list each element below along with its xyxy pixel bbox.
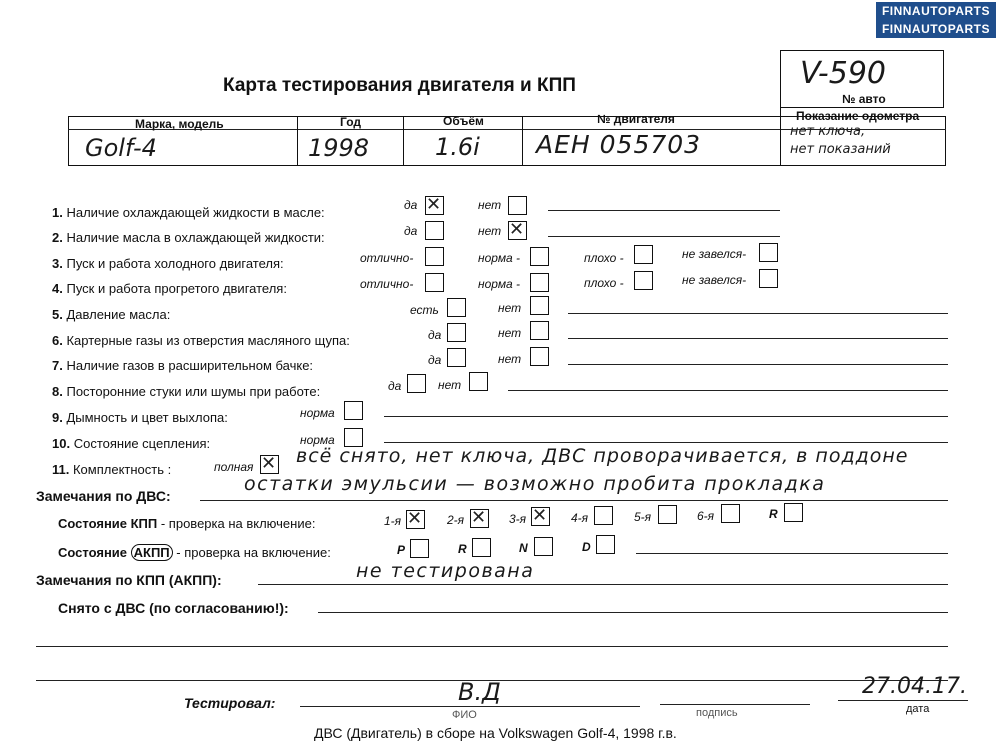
gear-label: 3-я xyxy=(509,512,527,526)
notes-line xyxy=(384,416,948,417)
mode-label: R xyxy=(458,542,467,556)
no-checkbox[interactable] xyxy=(508,196,527,215)
volume-label: Объём xyxy=(443,114,484,128)
fio-caption: ФИО xyxy=(452,709,477,721)
brand-label: Марка, модель xyxy=(135,117,224,131)
question-row: 10. Состояние сцепления: xyxy=(52,436,211,451)
option-label: нет xyxy=(478,198,502,212)
yes-checkbox[interactable] xyxy=(407,374,426,393)
yes-checkbox[interactable] xyxy=(447,348,466,367)
gear-checkbox[interactable] xyxy=(721,504,740,523)
auto-number-label: № авто xyxy=(842,92,886,106)
mode-checkbox[interactable] xyxy=(596,535,615,554)
question-row: 7. Наличие газов в расширительном бачке: xyxy=(52,358,314,373)
odometer-label: Показание одометра xyxy=(796,109,920,123)
question-row: 9. Дымность и цвет выхлопа: xyxy=(52,410,228,425)
volume-value: 1.6i xyxy=(435,133,480,161)
option-label: отлично- xyxy=(360,251,414,265)
col-divider xyxy=(403,116,404,166)
notes-line xyxy=(568,313,948,314)
watermark-logo: FINNAUTOPARTS xyxy=(876,2,996,20)
option-label: норма xyxy=(300,406,335,420)
gear-checkbox[interactable]: ✕ xyxy=(470,509,489,528)
option-label: плохо - xyxy=(584,251,624,265)
col-divider xyxy=(297,116,298,166)
question-row: 8. Посторонние стуки или шумы при работе: xyxy=(52,384,321,399)
engine-remarks-label: Замечания по ДВС: xyxy=(36,488,171,504)
gearbox-remarks-value: не тестирована xyxy=(356,560,535,582)
gearbox-remarks-label: Замечания по КПП (АКПП): xyxy=(36,572,222,588)
norm-checkbox[interactable] xyxy=(530,273,549,292)
notes-line xyxy=(384,442,948,443)
no-checkbox[interactable]: ✕ xyxy=(508,221,527,240)
question-row: 6. Картерные газы из отверстия масляного щупа: xyxy=(52,333,350,348)
no-checkbox[interactable] xyxy=(530,296,549,315)
notes-line xyxy=(200,500,948,501)
no-checkbox[interactable] xyxy=(469,372,488,391)
question-row: 1. Наличие охлаждающей жидкости в масле: xyxy=(52,205,325,220)
gear-checkbox[interactable] xyxy=(658,505,677,524)
notes-line xyxy=(568,364,948,365)
option-label: норма xyxy=(300,433,335,447)
option-label: отлично- xyxy=(360,277,414,291)
no-checkbox[interactable] xyxy=(530,347,549,366)
gear-label: 4-я xyxy=(571,511,589,525)
option-label: нет xyxy=(438,378,462,392)
question-row: 4. Пуск и работа прогретого двигателя: xyxy=(52,281,287,296)
col-divider xyxy=(522,116,523,166)
watermark-logo: FINNAUTOPARTS xyxy=(876,20,996,38)
notes-line xyxy=(636,553,948,554)
year-label: Год xyxy=(340,115,361,129)
present-checkbox[interactable] xyxy=(447,298,466,317)
notes-line xyxy=(568,338,948,339)
option-label: да xyxy=(404,198,418,212)
gear-checkbox[interactable] xyxy=(784,503,803,522)
option-label: нет xyxy=(498,301,522,315)
engine-number-label: № двигателя xyxy=(597,112,675,126)
mode-label: P xyxy=(397,543,406,557)
odometer-value: нет ключа, xyxy=(790,124,866,139)
no-checkbox[interactable] xyxy=(530,321,549,340)
yes-checkbox[interactable] xyxy=(447,323,466,342)
completeness-note: всё снято, нет ключа, ДВС проворачивается, в поддоне xyxy=(296,445,909,467)
engine-number-value: AEH 055703 xyxy=(536,130,702,159)
excellent-checkbox[interactable] xyxy=(425,247,444,266)
mode-checkbox[interactable] xyxy=(534,537,553,556)
full-checkbox[interactable]: ✕ xyxy=(260,455,279,474)
gear-checkbox[interactable] xyxy=(594,506,613,525)
yes-checkbox[interactable] xyxy=(425,221,444,240)
gear-label: R xyxy=(769,507,778,521)
excellent-checkbox[interactable] xyxy=(425,273,444,292)
bad-checkbox[interactable] xyxy=(634,245,653,264)
gear-label: 2-я xyxy=(447,513,465,527)
norm-checkbox[interactable] xyxy=(344,401,363,420)
year-value: 1998 xyxy=(308,134,370,162)
date-value: 27.04.17. xyxy=(862,674,967,699)
tested-by-label: Тестировал: xyxy=(184,695,276,711)
option-label: есть xyxy=(410,303,439,317)
option-label: норма - xyxy=(478,277,521,291)
signature-line xyxy=(660,704,810,705)
col-divider xyxy=(780,108,781,166)
auto-number-value: V-590 xyxy=(800,56,887,91)
option-label: да xyxy=(388,379,402,393)
notes-line xyxy=(548,236,780,237)
gear-label: 1-я xyxy=(384,514,402,528)
mode-label: N xyxy=(519,541,528,555)
gear-label: 6-я xyxy=(697,509,715,523)
brand-value: Golf-4 xyxy=(85,134,157,162)
photo-caption: ДВС (Двигатель) в сборе на Volkswagen Golf-4, 1998 г.в. xyxy=(314,725,677,741)
question-row: 5. Давление масла: xyxy=(52,307,171,322)
question-row: 2. Наличие масла в охлаждающей жидкости: xyxy=(52,230,325,245)
signature-caption: подпись xyxy=(696,707,738,719)
option-label: да xyxy=(428,353,442,367)
odometer-value: нет показаний xyxy=(790,142,891,157)
option-label: нет xyxy=(498,326,522,340)
option-label: нет xyxy=(498,352,522,366)
date-line xyxy=(838,700,968,701)
not-started-checkbox[interactable] xyxy=(759,269,778,288)
notes-line xyxy=(318,612,948,613)
gear-checkbox[interactable]: ✕ xyxy=(531,507,550,526)
kpp-label: Состояние КПП - проверка на включение: xyxy=(58,516,316,531)
bad-checkbox[interactable] xyxy=(634,271,653,290)
option-label: да xyxy=(404,224,418,238)
option-label: не завелся- xyxy=(682,273,747,287)
option-label: не завелся- xyxy=(682,247,747,261)
notes-line xyxy=(508,390,948,391)
notes-line xyxy=(36,646,948,647)
option-label: полная xyxy=(214,460,254,474)
gear-checkbox[interactable]: ✕ xyxy=(406,510,425,529)
option-label: да xyxy=(428,328,442,342)
option-label: плохо - xyxy=(584,276,624,290)
question-row: 3. Пуск и работа холодного двигателя: xyxy=(52,256,284,271)
notes-line xyxy=(258,584,948,585)
gear-label: 5-я xyxy=(634,510,652,524)
akpp-label: Состояние АКПП - проверка на включение: xyxy=(58,545,331,560)
option-label: нет xyxy=(478,224,502,238)
mode-checkbox[interactable] xyxy=(472,538,491,557)
not-started-checkbox[interactable] xyxy=(759,243,778,262)
yes-checkbox[interactable]: ✕ xyxy=(425,196,444,215)
mode-label: D xyxy=(582,540,591,554)
engine-remarks-value: остатки эмульсии — возможно пробита прокладка xyxy=(244,473,826,495)
date-caption: дата xyxy=(906,703,930,715)
removed-parts-label: Снято с ДВС (по согласованию!): xyxy=(58,600,289,616)
notes-line xyxy=(548,210,780,211)
norm-checkbox[interactable] xyxy=(530,247,549,266)
option-label: норма - xyxy=(478,251,521,265)
tester-value: В.Д xyxy=(458,678,501,706)
mode-checkbox[interactable] xyxy=(410,539,429,558)
fio-line xyxy=(300,706,640,707)
question-row: 11. Комплектность : xyxy=(52,462,172,477)
page-title: Карта тестирования двигателя и КПП xyxy=(223,75,576,96)
